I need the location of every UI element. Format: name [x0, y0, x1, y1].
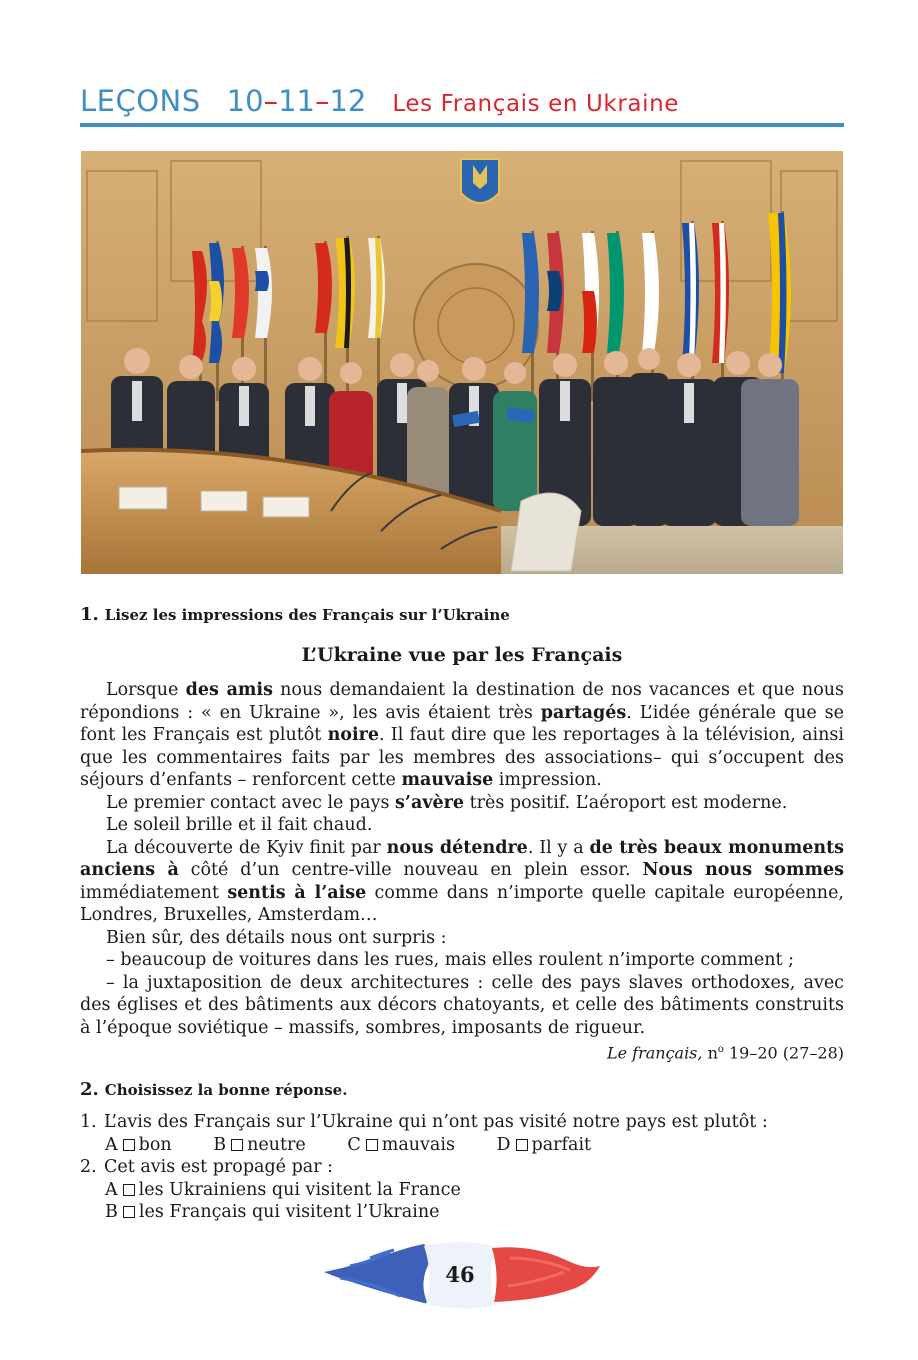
- answer-checkbox[interactable]: [366, 1139, 378, 1151]
- lesson-dash: –: [314, 84, 330, 118]
- option-a: [105, 1135, 172, 1155]
- answer-checkbox[interactable]: [516, 1139, 528, 1151]
- question-2: [80, 1156, 844, 1179]
- paragraph-7: – la juxtaposition de deux architectures : celle des pays slaves orthodoxes, avec des églises et des bâtiments aux décors chatoyants, et celle des bâtiments construits à l’époque soviétique – massifs, sombres, imposants de rigueur.: [80, 972, 844, 1038]
- bold-term: nous détendre: [386, 837, 528, 858]
- answer-checkbox[interactable]: [123, 1139, 135, 1151]
- option-b: [213, 1135, 306, 1155]
- text-run: impression.: [493, 770, 602, 790]
- lesson-number-11: 11: [278, 84, 315, 118]
- bold-term: noire: [327, 725, 379, 745]
- source-title: Le français,: [606, 1043, 703, 1063]
- text-run: . Il faut dire que les reportages à la télévision, ainsi que les commentaires faits par les membres des associations– qui s’occupent des séjours d’enfants – renforcent cette: [80, 725, 844, 790]
- bold-term: des amis: [185, 680, 273, 700]
- question-number: 1.: [80, 1112, 97, 1132]
- lesson-title: Les Français en Ukraine: [392, 91, 680, 117]
- paragraph-3: Le soleil brille et il fait chaud.: [106, 815, 373, 835]
- text-run: immédiatement: [80, 882, 228, 903]
- option-letter: B: [105, 1202, 118, 1222]
- bold-term: mauvaise: [401, 770, 494, 790]
- option-d: [497, 1135, 592, 1155]
- text-run: très positif. L’aéroport est moderne.: [464, 792, 788, 813]
- text-run: nous demandaient la destination de nos vacances et que nous répondions : « en Ukraine », les avis étaient très: [80, 680, 844, 723]
- paragraph-5: Bien sûr, des détails nous ont surpris :: [106, 927, 447, 948]
- source-issue-number: 19–20 (27–28): [723, 1043, 844, 1063]
- bold-term: Nous nous sommes: [642, 860, 844, 880]
- bold-term: de très beaux monuments anciens à: [80, 837, 845, 880]
- option-letter: C: [347, 1134, 361, 1155]
- lesson-number-12: 12: [329, 84, 367, 118]
- page-number: 46: [445, 1262, 475, 1287]
- question-2-option-a: [80, 1179, 844, 1202]
- exercise-number: 2.: [80, 1079, 99, 1100]
- option-label: les Ukrainiens qui visitent la France: [138, 1179, 461, 1200]
- paragraph-4: [80, 837, 844, 927]
- bold-term: partagés: [540, 702, 627, 723]
- question-1: [80, 1111, 844, 1134]
- text-run: . Il y a: [527, 837, 590, 858]
- option-letter: A: [105, 1179, 118, 1200]
- answer-checkbox[interactable]: [123, 1184, 135, 1196]
- question-text: L’avis des Français sur l’Ukraine qui n’ont pas visité notre pays est plutôt :: [104, 1112, 768, 1132]
- exercise-1-heading: [80, 604, 510, 625]
- text-run: comme dans n’importe quelle capitale européenne, Londres, Bruxelles, Amsterdam…: [80, 882, 844, 925]
- option-label: parfait: [531, 1134, 592, 1155]
- question-2-option-b: [80, 1201, 844, 1224]
- question-list: [80, 1111, 844, 1224]
- lesson-label: LEÇONS: [80, 84, 201, 118]
- bold-term: s’avère: [395, 792, 464, 813]
- option-label: bon: [138, 1134, 172, 1155]
- option-label: mauvais: [381, 1134, 455, 1155]
- answer-checkbox[interactable]: [231, 1139, 243, 1151]
- option-label: neutre: [247, 1134, 306, 1155]
- exercise-number: 1.: [80, 604, 99, 625]
- reading-text: [80, 679, 844, 1065]
- header-rule: [80, 123, 844, 127]
- text-run: Le premier contact avec le pays: [106, 792, 396, 813]
- lesson-dash: –: [263, 84, 279, 118]
- answer-checkbox[interactable]: [123, 1206, 135, 1218]
- option-letter: B: [213, 1134, 227, 1155]
- exercise-instruction: Lisez les impressions des Français sur l’Ukraine: [104, 606, 510, 624]
- text-run: . L’idée générale que se font les Français est plutôt: [80, 702, 844, 745]
- paragraph-2: [80, 792, 844, 815]
- option-c: [347, 1135, 455, 1155]
- lesson-numbers: [227, 84, 367, 118]
- exercise-2-heading: [80, 1079, 347, 1100]
- paragraph-1: [80, 679, 844, 792]
- bold-term: sentis à l’aise: [227, 882, 367, 903]
- option-letter: D: [496, 1134, 511, 1155]
- lesson-header: [80, 84, 844, 126]
- group-photo-illustration: [81, 151, 843, 574]
- text-run: Lorsque: [106, 680, 186, 700]
- text-run: La découverte de Kyiv finit par: [106, 837, 387, 858]
- source-number-sign: o: [717, 1044, 724, 1055]
- group-photo: [81, 151, 843, 574]
- question-1-options: [80, 1134, 844, 1157]
- text-source: [80, 1039, 844, 1065]
- option-label: les Français qui visitent l’Ukraine: [138, 1202, 440, 1222]
- reading-title: L’Ukraine vue par les Français: [301, 644, 623, 666]
- question-number: 2.: [80, 1157, 97, 1177]
- paragraph-6: – beaucoup de voitures dans les rues, mais elles roulent n’importe comment ;: [106, 950, 795, 970]
- text-run: côté d’un centre-ville nouveau en plein essor.: [178, 860, 643, 880]
- lesson-number-10: 10: [226, 84, 264, 118]
- question-text: Cet avis est propagé par :: [104, 1157, 334, 1177]
- exercise-instruction: Choisissez la bonne réponse.: [104, 1081, 348, 1099]
- option-letter: A: [105, 1134, 118, 1155]
- source-issue-label: n: [702, 1043, 718, 1063]
